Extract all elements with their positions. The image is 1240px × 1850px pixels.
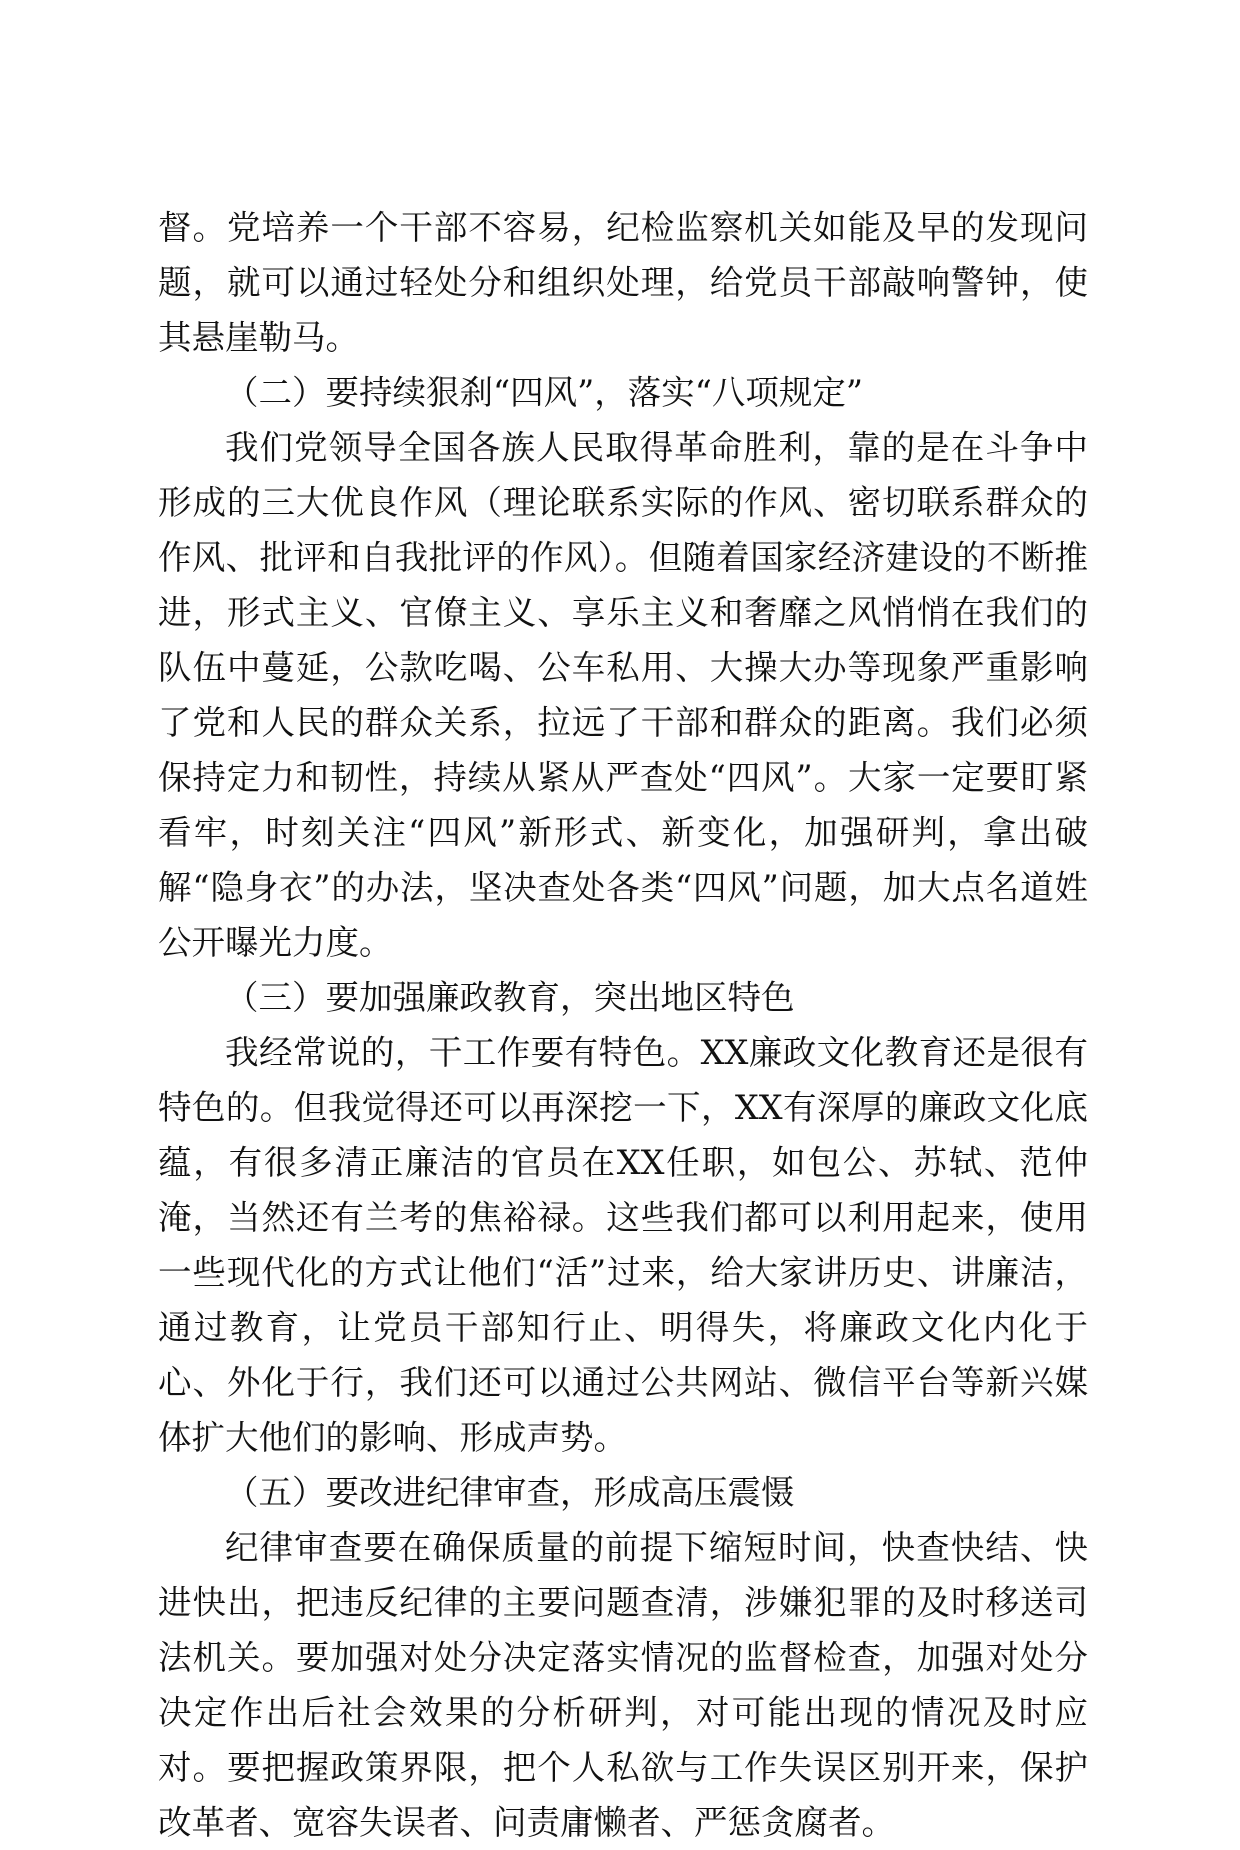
document-page — [158, 200, 1088, 1850]
paragraph-continuation: 督。党培养一个干部不容易，纪检监察机关如能及早的发现问题，就可以通过轻处分和组织处理，给党员干部敲响警钟，使其悬崖勒马。 — [158, 208, 1088, 357]
paragraph-four-winds: 我们党领导全国各族人民取得革命胜利，靠的是在斗争中形成的三大优良作风（理论联系实际的作风、密切联系群众的作风、批评和自我批评的作风）。但随着国家经济建设的不断推进，形式主义、官僚主义、享乐主义和奢靡之风悄悄在我们的队伍中蔓延，公款吃喝、公车私用、大操大办等现象严重影响了党和人民的群众关系，拉远了干部和群众的距离。我们必须保持定力和韧性，持续从紧从严查处“四风”。大家一定要盯紧看牢，时刻关注“四风”新形式、新变化，加强研判，拿出破解“隐身衣”的办法，坚决查处各类“四风”问题，加大点名道姓公开曝光力度。 — [158, 428, 1088, 962]
section-heading-5: （五）要改进纪律审查，形成高压震慑 — [225, 1473, 795, 1512]
section-heading-2: （二）要持续狠刹“四风”，落实“八项规定” — [225, 373, 864, 412]
paragraph-discipline-review: 纪律审查要在确保质量的前提下缩短时间，快查快结、快进快出，把违反纪律的主要问题查清，涉嫌犯罪的及时移送司法机关。要加强对处分决定落实情况的监督检查，加强对处分决定作出后社会效果的分析研判，对可能出现的情况及时应对。要把握政策界限，把个人私欲与工作失误区别开来，保护改革者、宽容失误者、问责庸懒者、严惩贪腐者。 — [158, 1528, 1088, 1842]
section-heading-3: （三）要加强廉政教育，突出地区特色 — [225, 978, 795, 1017]
paragraph-integrity-education: 我经常说的，干工作要有特色。XX廉政文化教育还是很有特色的。但我觉得还可以再深挖一下，XX有深厚的廉政文化底蕴，有很多清正廉洁的官员在XX任职，如包公、苏轼、范仲淹，当然还有兰考的焦裕禄。这些我们都可以利用起来，使用一些现代化的方式让他们“活”过来，给大家讲历史、讲廉洁，通过教育，让党员干部知行止、明得失，将廉政文化内化于心、外化于行，我们还可以通过公共网站、微信平台等新兴媒体扩大他们的影响、形成声势。 — [158, 1033, 1088, 1457]
